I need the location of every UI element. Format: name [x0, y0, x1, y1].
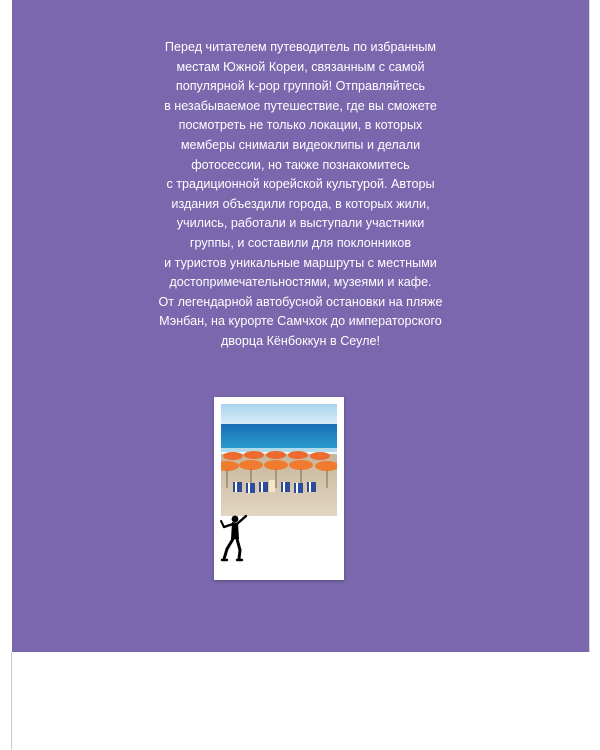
- blurb-line: Мэнбан, на курорте Самчхок до императорского: [159, 314, 442, 329]
- cover-blurb: [12, 38, 589, 352]
- blurb-line: местам Южной Кореи, связанным с самой: [176, 59, 425, 74]
- blurb-line: в незабываемое путешествие, где вы сможете: [164, 98, 437, 113]
- blurb-line: и туристов уникальные маршруты с местными: [164, 255, 437, 270]
- blurb-line: группы, и составили для поклонников: [189, 235, 412, 250]
- blurb-line: издания объездили города, в которых жили,: [171, 196, 430, 211]
- blurb-line: учились, работали и выступали участники: [176, 216, 425, 231]
- polaroid-card: [214, 397, 344, 580]
- page-edge-left: [11, 652, 12, 750]
- blurb-line: дворца Кёнбоккун в Сеуле!: [220, 333, 381, 348]
- dancer-silhouette-icon: [218, 511, 248, 563]
- blurb-line: От легендарной автобусной остановки на пляже: [158, 294, 443, 309]
- back-cover: [12, 0, 589, 652]
- blurb-line: достопримечательностями, музеями и кафе.: [169, 275, 432, 290]
- blurb-line: фотосессии, но также познакомитесь: [191, 157, 410, 172]
- blurb-line: с традиционной корейской культурой. Авторы: [166, 177, 435, 192]
- blurb-line: Перед читателем путеводитель по избранным: [164, 40, 437, 54]
- blurb-line: популярной k-pop группой! Отправляйтесь: [175, 79, 426, 94]
- beach-umbrellas-photo: [221, 404, 337, 516]
- page-edge-right: [589, 0, 590, 652]
- blurb-line: мемберы снимали видеоклипы и делали: [180, 137, 421, 152]
- blurb-line: посмотреть не только локации, в которых: [178, 118, 423, 133]
